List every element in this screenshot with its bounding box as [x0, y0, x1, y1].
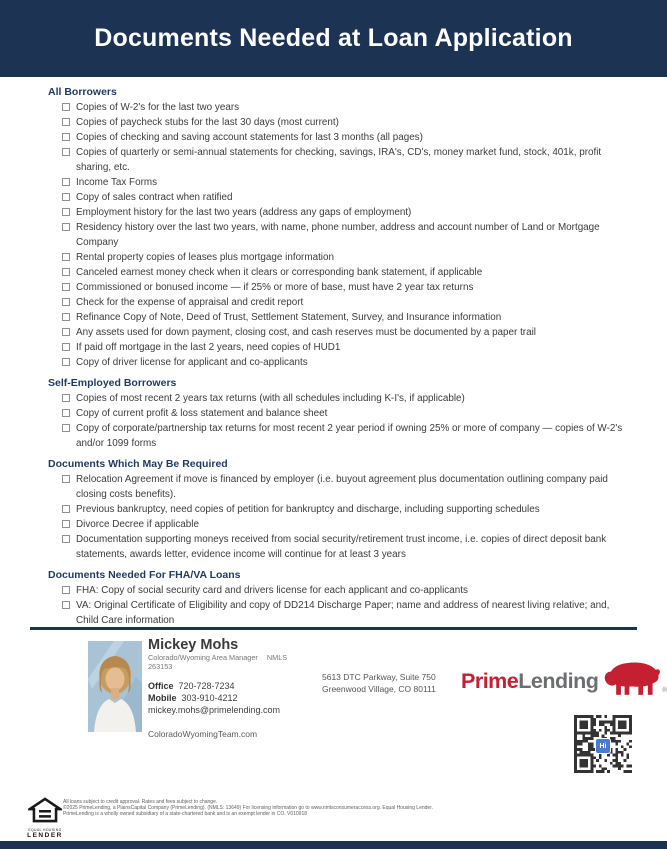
checkbox[interactable] [62, 358, 70, 366]
checkbox[interactable] [62, 223, 70, 231]
page-title: Documents Needed at Loan Application [94, 24, 573, 52]
ehl-label-top: EQUAL HOUSING [28, 828, 62, 832]
checklist-item-label: Employment history for the last two years (address any gaps of employment) [76, 207, 412, 218]
section [48, 376, 626, 451]
checklist-item [48, 391, 626, 406]
checklist-item [48, 250, 626, 265]
checklist-item [48, 598, 626, 628]
checkbox[interactable] [62, 601, 70, 609]
qr-center-badge: Hi [595, 738, 611, 754]
address-line-1: 5613 DTC Parkway, Suite 750 [322, 672, 436, 682]
checklist-item [48, 532, 626, 562]
checklist-item [48, 145, 626, 175]
equal-housing-house-icon [28, 797, 62, 823]
checkbox[interactable] [62, 475, 70, 483]
agent-name: Mickey Mohs [148, 637, 239, 653]
footer-divider [30, 627, 637, 630]
checklist-item [48, 502, 626, 517]
section-title: All Borrowers [48, 86, 117, 98]
checkbox[interactable] [62, 394, 70, 402]
brand-prime: Prime [461, 669, 519, 693]
checklist-item [48, 325, 626, 340]
checkbox[interactable] [62, 328, 70, 336]
checklist-item-label: Copy of current profit & loss statement and balance sheet [76, 408, 328, 419]
mobile-phone-line [148, 692, 308, 704]
registered-mark: ® [662, 688, 667, 694]
checkbox[interactable] [62, 118, 70, 126]
office-label: Office [148, 681, 174, 691]
checklist-item [48, 100, 626, 115]
agent-job-title: Colorado/Wyoming Area Manager [148, 653, 258, 662]
header-banner [0, 0, 667, 77]
checklist-item [48, 130, 626, 145]
section [48, 85, 626, 370]
legal-line-1: All loans subject to credit approval. Rates and fees subject to change. [63, 799, 218, 805]
checklist-item-label: Rental property copies of leases plus mortgage information [76, 252, 334, 263]
office-phone-line [148, 680, 308, 692]
checklist-item-label: Copy of sales contract when ratified [76, 192, 233, 203]
checklist-item-label: Copies of quarterly or semi-annual statements for checking, savings, IRA's, CD's, money market fund, stock, 401k, profit sharing, etc. [76, 147, 602, 173]
checklist-item-label: Commissioned or bonused income — if 25% or more of base, must have 2 year tax returns [76, 282, 474, 293]
agent-subline [148, 653, 308, 671]
checklist-item [48, 280, 626, 295]
checklist-item [48, 205, 626, 220]
agent-email[interactable]: mickey.mohs@primelending.com [148, 705, 281, 715]
checklist-item-label: Any assets used for down payment, closing cost, and cash reserves must be documented by a paper trail [76, 327, 536, 338]
checklist-item-label: Residency history over the last two years, with name, phone number, address and account number of Land or Mortgage Company [76, 222, 600, 248]
checklist-item [48, 295, 626, 310]
checklist-item-label: Check for the expense of appraisal and credit report [76, 297, 304, 308]
checkbox[interactable] [62, 343, 70, 351]
checkbox[interactable] [62, 505, 70, 513]
checklist-item-label: Divorce Decree if applicable [76, 519, 199, 530]
checklist-item [48, 190, 626, 205]
legal-line-2: ©2025 PrimeLending, a PlainsCapital Company (PrimeLending). (NMLS: 13649) For licensing information go to www.nmlsconsumeraccess.org. Equal Housing Lender. [63, 805, 433, 812]
address-line-2: Greenwood Village, CO 80111 [322, 684, 436, 694]
checklist-item [48, 583, 626, 598]
primelending-logo [461, 664, 667, 698]
checklist-item [48, 517, 626, 532]
checklist-item [48, 340, 626, 355]
checklist-item [48, 220, 626, 250]
checklist-item-label: Copy of driver license for applicant and co-applicants [76, 357, 308, 368]
mobile-label: Mobile [148, 693, 177, 703]
checklist-item [48, 175, 626, 190]
checklist-item-label: Copies of most recent 2 years tax returns (with all schedules including K-I's, if applicable) [76, 393, 465, 404]
checklist-item-label: Copies of W-2's for the last two years [76, 102, 240, 113]
office-address [322, 671, 436, 695]
checkbox[interactable] [62, 535, 70, 543]
checkbox[interactable] [62, 424, 70, 432]
checklist-item-label: Refinance Copy of Note, Deed of Trust, Settlement Statement, Survey, and Insurance information [76, 312, 502, 323]
checkbox[interactable] [62, 268, 70, 276]
checklist-item [48, 355, 626, 370]
checklist-item-label: Copy of corporate/partnership tax returns for most recent 2 year period if owning 25% or more of company — copies of W-2's and/or 1099 forms [76, 423, 623, 449]
primelending-wordmark [461, 664, 598, 698]
mobile-phone: 303-910-4212 [181, 693, 238, 703]
checkbox[interactable] [62, 193, 70, 201]
legal-disclaimer [63, 799, 603, 818]
checklist-item-label: If paid off mortgage in the last 2 years, need copies of HUD1 [76, 342, 341, 353]
checklist-content [48, 85, 626, 628]
checklist-item-label: Income Tax Forms [76, 177, 158, 188]
section-title: Documents Which May Be Required [48, 458, 228, 470]
legal-line-3: PrimeLending is a wholly owned subsidiary of a state-chartered bank and is an exempt lender in CO. V010918 [63, 811, 308, 818]
checkbox[interactable] [62, 520, 70, 528]
checklist-item [48, 472, 626, 502]
checklist-item-label: Canceled earnest money check when it clears or corresponding bank statement, if applicable [76, 267, 483, 278]
ehl-label-bottom: LENDER [27, 832, 63, 839]
checkbox[interactable] [62, 409, 70, 417]
agent-website-link[interactable]: ColoradoWyomingTeam.com [148, 729, 258, 739]
checklist-item [48, 265, 626, 280]
checklist-item-label: Copies of checking and saving account statements for last 3 months (all pages) [76, 132, 423, 143]
brand-lending: Lending [518, 669, 599, 693]
checkbox[interactable] [62, 103, 70, 111]
checkbox[interactable] [62, 298, 70, 306]
office-phone: 720-728-7234 [178, 681, 235, 691]
buffalo-icon [602, 660, 662, 698]
checkbox[interactable] [62, 586, 70, 594]
checklist-item-label: Documentation supporting moneys received from social security/retirement trust income, i.e. copies of direct deposit bank statements, awards letter, evidence income will continue for at least 3 years [76, 534, 607, 560]
checkbox[interactable] [62, 208, 70, 216]
checkbox[interactable] [62, 253, 70, 261]
section [48, 457, 626, 562]
section [48, 568, 626, 628]
checkbox[interactable] [62, 133, 70, 141]
checklist-item [48, 115, 626, 130]
checklist-item-label: Relocation Agreement if move is financed by employer (i.e. buyout agreement plus documentation outlining company paid closing costs benefits). [76, 474, 608, 500]
agent-photo [88, 641, 142, 732]
checklist-item [48, 406, 626, 421]
checkbox[interactable] [62, 283, 70, 291]
equal-housing-lender-logo [25, 797, 65, 839]
checkbox[interactable] [62, 178, 70, 186]
section-title: Self-Employed Borrowers [48, 377, 177, 389]
agent-photo-image [88, 641, 142, 732]
checklist-item [48, 310, 626, 325]
qr-code [572, 715, 634, 777]
checklist-item [48, 421, 626, 451]
section-title: Documents Needed For FHA/VA Loans [48, 569, 241, 581]
agent-contact-lines [148, 680, 308, 716]
checklist-item-label: Previous bankruptcy, need copies of petition for bankruptcy and discharge, including supporting schedules [76, 504, 540, 515]
checklist-item-label: VA: Original Certificate of Eligibility and copy of DD214 Discharge Paper; name and address of nearest living relative; and, Child Care information [76, 600, 610, 626]
bottom-navy-bar [0, 841, 667, 849]
checkbox[interactable] [62, 313, 70, 321]
agent-nmls: NMLS 263153 [148, 653, 288, 671]
checklist-item-label: Copies of paycheck stubs for the last 30 days (most current) [76, 117, 339, 128]
checklist-item-label: FHA: Copy of social security card and drivers license for each applicant and co-applicants [76, 585, 468, 596]
agent-info-block [148, 637, 308, 739]
checkbox[interactable] [62, 148, 70, 156]
